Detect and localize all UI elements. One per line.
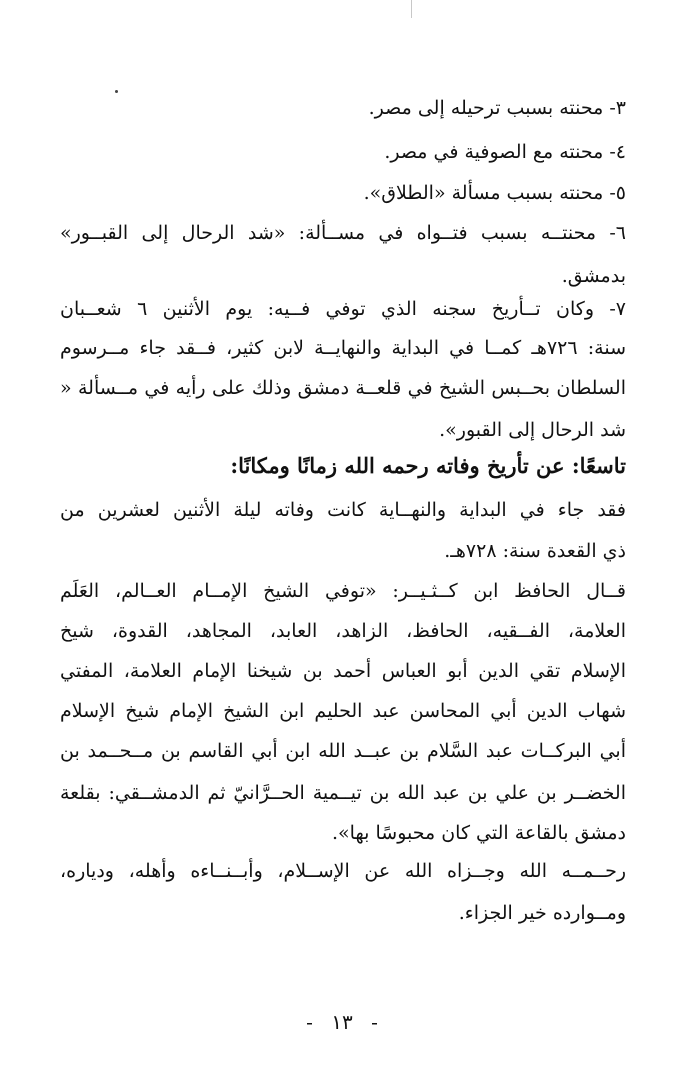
paragraph-line: ذي القعدة سنة: ٧٢٨هـ.: [444, 540, 626, 562]
quote-line: العلامة، الفــقيه، الحافظ، الزاهد، العابد، المجاهد، القدوة، شيخ: [60, 620, 626, 642]
paragraph-line: فقد جاء في البداية والنهــاية كانت وفاته ليلة الأثنين لعشرين من: [60, 499, 626, 521]
quote-line: الخضــر بن علي بن عبد الله بن تيــمية الحــرَّانيّ ثم الدمشــقي: بقلعة: [60, 782, 626, 804]
section-heading: تاسعًا: عن تأريخ وفاته رحمه الله زمانًا ومكانًا:: [230, 453, 626, 478]
list-item-4: ٤- محنته مع الصوفية في مصر.: [384, 141, 626, 163]
quote-line: الإسلام تقي الدين أبو العباس أحمد بن شيخنا الإمام العلامة، المفتي: [60, 660, 626, 682]
page-number: ١٣: [331, 1010, 353, 1034]
quote-line: أبي البركــات عبد السَّلام بن عبــد الله ابن أبي القاسم بن مــحــمد بن: [60, 740, 626, 762]
paragraph-line: السلطان بحــبس الشيخ في قلعــة دمشق وذلك على رأيه في مــسألة «: [60, 377, 626, 399]
paragraph-line: رحــمــه الله وجــزاه الله عن الإســلام، وأبــنــاءه وأهله، ودياره،: [60, 860, 626, 882]
list-item-3: ٣- محنته بسبب ترحيله إلى مصر.: [368, 97, 626, 119]
list-item-6: ٦- محنتــه بسبب فتــواه في مســألة: «شد الرحال إلى القبــور»: [60, 222, 626, 244]
ink-speck: [115, 90, 118, 93]
list-item-6-cont: بدمشق.: [561, 265, 626, 287]
footer-dash-left: -: [306, 1010, 313, 1034]
page-footer: [0, 1010, 684, 1034]
paragraph-line: سنة: ٧٢٦هـ كمــا في البداية والنهايــة لابن كثير، فــقد جاء مــرسوم: [60, 337, 627, 359]
footer-dash-right: -: [371, 1010, 378, 1034]
quote-line: دمشق بالقاعة التي كان محبوسًا بها».: [331, 822, 626, 844]
quote-line: قــال الحافظ ابن كــثـيــر: «توفي الشيخ الإمــام العــالم، العَلَم: [60, 580, 626, 602]
quote-line: شهاب الدين أبي المحاسن عبد الحليم ابن الشيخ الإمام شيخ الإسلام: [60, 700, 626, 722]
paragraph-line: ومــوارده خير الجزاء.: [458, 902, 626, 924]
list-item-5: ٥- محنته بسبب مسألة «الطلاق».: [363, 182, 626, 204]
scan-artifact: [411, 0, 412, 18]
list-item-7: ٧- وكان تــأريخ سجنه الذي توفي فــيه: يوم الأثنين ٦ شعــبان: [60, 298, 627, 320]
paragraph-line: شد الرحال إلى القبور».: [439, 419, 626, 441]
